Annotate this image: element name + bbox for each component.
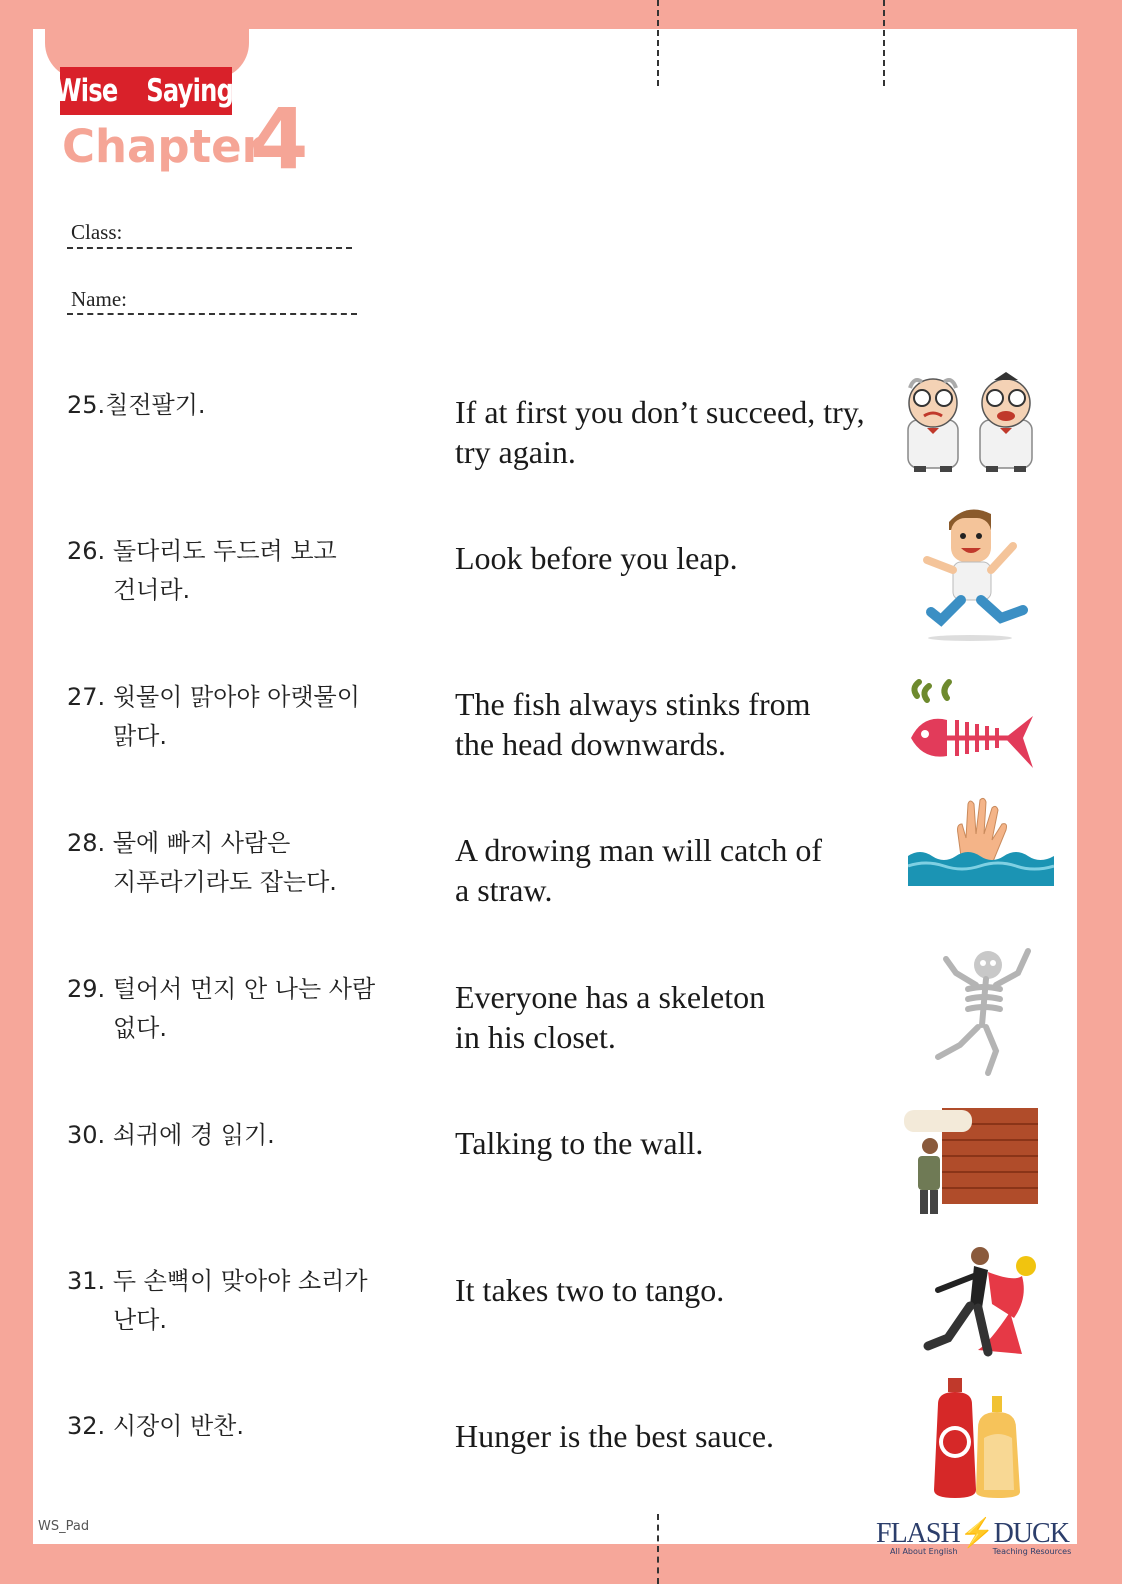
english-line: It takes two to tango. <box>455 1272 725 1308</box>
item-number: 32. <box>67 1412 106 1440</box>
two-professors-illustration <box>900 358 1045 478</box>
english-line: in his closet. <box>455 1019 616 1055</box>
korean-proverb-26 <box>67 532 427 610</box>
korean-line: 난다. <box>113 1306 167 1334</box>
item-number: 27. <box>67 683 106 711</box>
cut-line-top-left <box>657 0 659 86</box>
brand-word-left: FLASH <box>876 1518 960 1549</box>
chapter-number: 4 <box>250 90 309 188</box>
brand-tag-left: All About English <box>890 1547 958 1556</box>
korean-proverb-27 <box>67 678 427 756</box>
fish-skeleton-illustration <box>905 676 1037 774</box>
tango-dancers-illustration <box>918 1242 1048 1364</box>
korean-proverb-31 <box>67 1262 427 1340</box>
english-line: the head downwards. <box>455 726 727 762</box>
korean-line: 쇠귀에 경 읽기. <box>112 1121 275 1149</box>
lightning-icon: ⚡ <box>959 1518 994 1549</box>
korean-line: 털어서 먼지 안 나는 사람 <box>112 975 376 1003</box>
cut-line-bottom <box>657 1514 659 1584</box>
item-number: 28. <box>67 829 106 857</box>
man-talking-to-wall-illustration <box>902 1104 1042 1218</box>
english-proverb-25 <box>455 392 865 472</box>
english-line: A drowing man will catch of <box>455 832 823 868</box>
item-number: 30. <box>67 1121 106 1149</box>
korean-line: 시장이 반찬. <box>112 1412 244 1440</box>
korean-line: 두 손뼉이 맞아야 소리가 <box>112 1267 368 1295</box>
english-proverb-29 <box>455 977 765 1057</box>
worksheet-code: WS_Pad <box>38 1519 90 1534</box>
item-number: 31. <box>67 1267 106 1295</box>
drowning-hand-illustration <box>908 794 1054 890</box>
english-proverb-27 <box>455 684 811 764</box>
korean-line: 돌다리도 두드려 보고 <box>112 537 337 565</box>
english-line: If at first you don’t succeed, try, <box>455 394 865 430</box>
korean-line: 윗물이 맑아야 아랫물이 <box>112 683 360 711</box>
korean-proverb-30 <box>67 1116 427 1155</box>
korean-line: 없다. <box>113 1014 167 1042</box>
sauce-bottles-illustration <box>928 1374 1028 1502</box>
korean-line: 맑다. <box>113 722 167 750</box>
korean-proverb-32 <box>67 1407 427 1446</box>
english-line: The fish always stinks from <box>455 686 811 722</box>
korean-line: 건너라. <box>113 576 191 604</box>
name-field-line[interactable] <box>67 313 357 315</box>
running-man-illustration <box>905 500 1035 642</box>
korean-proverb-29 <box>67 970 427 1048</box>
brand-word-right: DUCK <box>993 1518 1069 1549</box>
english-line: try again. <box>455 434 576 470</box>
english-line: Look before you leap. <box>455 540 738 576</box>
english-proverb-30 <box>455 1123 703 1163</box>
item-number: 25. <box>67 391 106 419</box>
skeleton-illustration <box>920 945 1036 1079</box>
english-line: Everyone has a skeleton <box>455 979 766 1015</box>
korean-line: 물에 빠지 사람은 <box>112 829 291 857</box>
wise-saying-logo <box>54 67 234 115</box>
logo-word-saying: Saying <box>146 72 234 109</box>
brand-tag-right: Teaching Resources <box>992 1547 1072 1556</box>
english-proverb-26 <box>455 538 738 578</box>
english-line: Hunger is the best sauce. <box>455 1418 775 1454</box>
item-number: 26. <box>67 537 106 565</box>
english-proverb-31 <box>455 1270 724 1310</box>
korean-proverb-28 <box>67 824 427 902</box>
name-label: Name: <box>71 287 127 311</box>
korean-line: 지푸라기라도 잡는다. <box>113 868 337 896</box>
english-proverb-28 <box>455 830 822 910</box>
english-line: a straw. <box>455 872 553 908</box>
english-line: Talking to the wall. <box>455 1125 704 1161</box>
logo-word-wise: Wise <box>54 72 118 109</box>
class-label: Class: <box>71 220 123 244</box>
cut-line-top-right <box>883 0 885 86</box>
chapter-label: Chapter <box>62 120 264 173</box>
flashduck-brand-logo <box>872 1516 1072 1562</box>
korean-line: 칠전팔기. <box>105 391 206 419</box>
class-field-line[interactable] <box>67 247 352 249</box>
english-proverb-32 <box>455 1416 774 1456</box>
item-number: 29. <box>67 975 106 1003</box>
korean-proverb-25 <box>67 386 427 425</box>
